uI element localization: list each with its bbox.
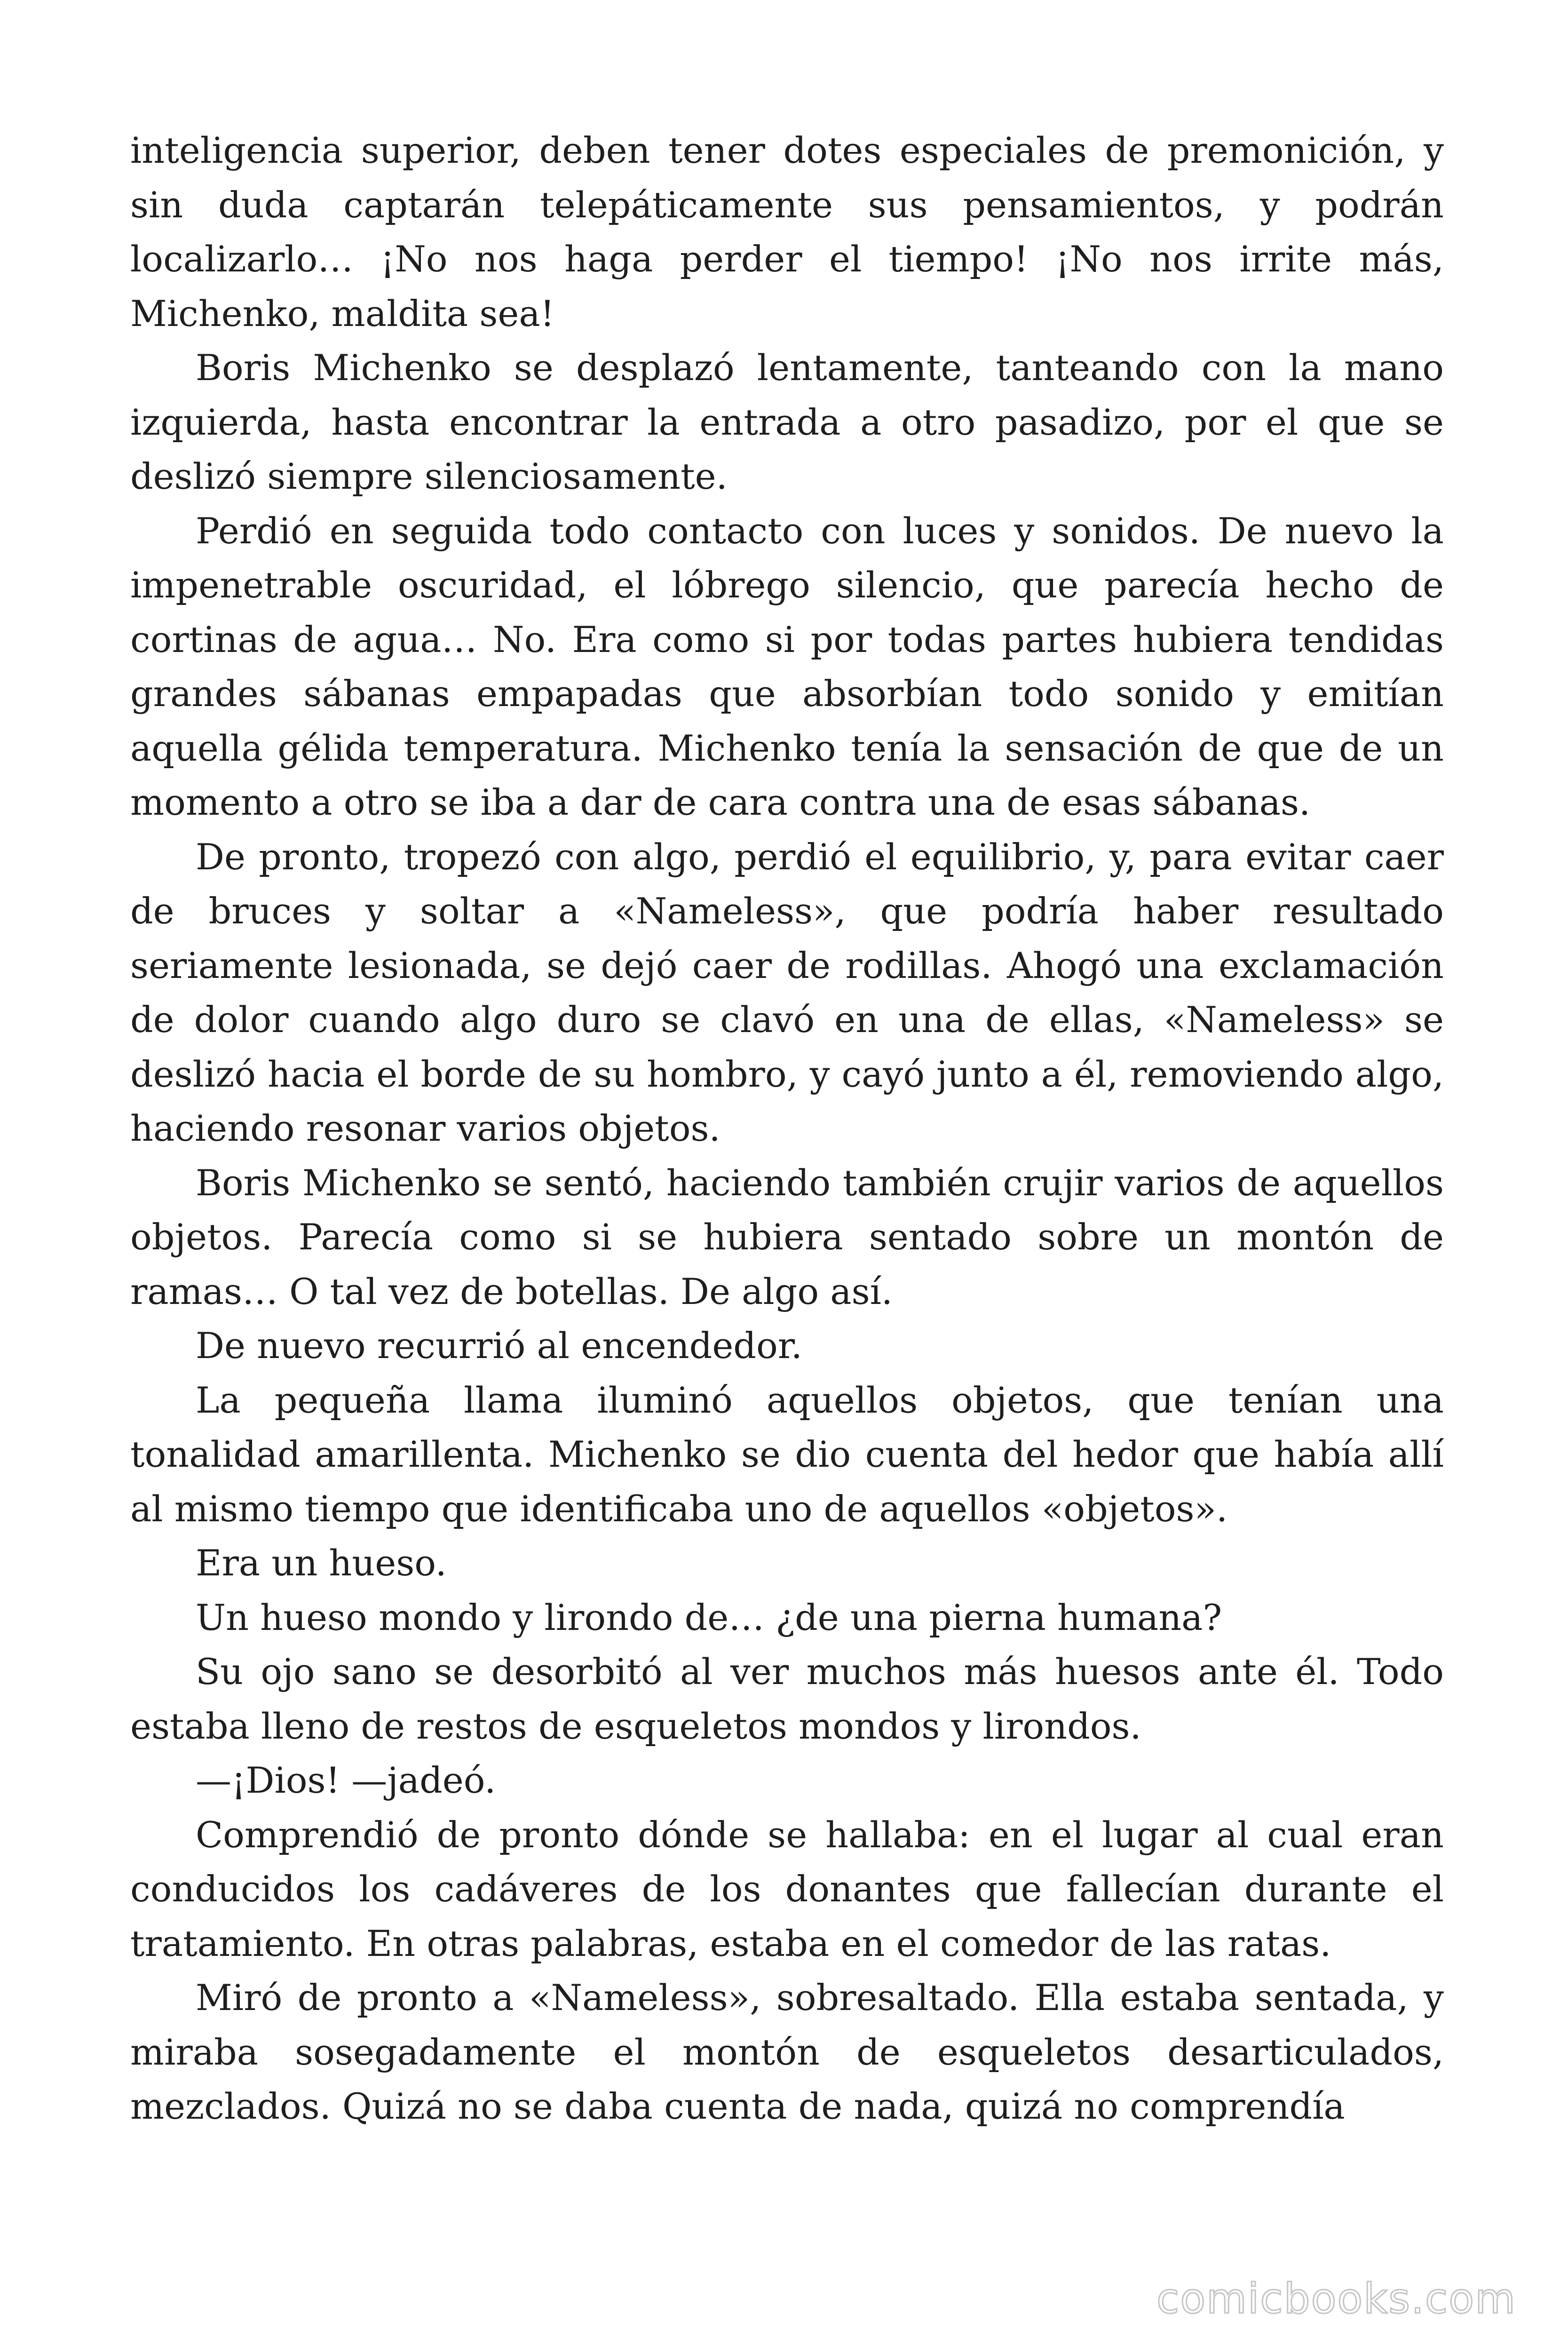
- paragraph: Perdió en seguida todo contacto con luces y sonidos. De nuevo la impenetrable oscuridad, el lóbrego silencio, que parecía hecho de cortinas de agua… No. Era como si por todas partes hubiera tendidas grandes sábanas empapadas que absorbían todo sonido y emitían aquella gélida temperatura. Michenko tenía la sensación de que de un momento a otro se iba a dar de cara contra una de esas sábanas.: [130, 509, 1444, 823]
- paragraph: Era un hueso.: [196, 1542, 447, 1584]
- paragraph: Boris Michenko se sentó, haciendo también crujir varios de aquellos objetos. Parecía como si se hubiera sentado sobre un montón de ramas… O tal vez de botellas. De algo así.: [130, 1161, 1444, 1312]
- paragraph: Comprendió de pronto dónde se hallaba: en el lugar al cual eran conducidos los cadáveres de los donantes que fallecían durante el tratamiento. En otras palabras, estaba en el comedor de las ratas.: [130, 1813, 1444, 1964]
- paragraph: Boris Michenko se desplazó lentamente, tanteando con la mano izquierda, hasta encontrar la entrada a otro pasadizo, por el que se deslizó siempre silenciosamente.: [130, 347, 1444, 497]
- paragraph: De nuevo recurrió al encendedor.: [196, 1325, 802, 1367]
- paragraph: De pronto, tropezó con algo, perdió el equilibrio, y, para evitar caer de bruces y soltar a «Nameless», que podría haber resultado seriamente lesionada, se dejó caer de rodillas. Ahogó una exclamación de dolor cuando algo duro se clavó en una de ellas, «Nameless» se deslizó hacia el borde de su hombro, y cayó junto a él, removiendo algo, haciendo resonar varios objetos.: [130, 835, 1444, 1149]
- watermark: comicbooks.com: [1156, 2274, 1516, 2323]
- paragraph: Su ojo sano se desorbitó al ver muchos más huesos ante él. Todo estaba lleno de restos de esqueletos mondos y lirondos.: [130, 1651, 1444, 1747]
- paragraph: Un hueso mondo y lirondo de… ¿de una pierna humana?: [196, 1596, 1222, 1638]
- paragraph: La pequeña llama iluminó aquellos objetos, que tenían una tonalidad amarillenta. Michenko se dio cuenta del hedor que había allí al mismo tiempo que identificaba uno de aquellos «objetos».: [130, 1379, 1444, 1530]
- body-text: [130, 123, 1444, 2134]
- dialogue-line: —¡Dios! —jadeó.: [196, 1759, 496, 1801]
- paragraph: inteligencia superior, deben tener dotes especiales de premonición, y sin duda captarán telepáticamente sus pensamientos, y podrán localizarlo… ¡No nos haga perder el tiempo! ¡No nos irrite más, Michenko, maldita sea!: [130, 129, 1444, 334]
- paragraph: Miró de pronto a «Nameless», sobresaltado. Ella estaba sentada, y miraba sosegadamente el montón de esqueletos desarticulados, mezclados. Quizá no se daba cuenta de nada, quizá no comprendía: [130, 1977, 1444, 2127]
